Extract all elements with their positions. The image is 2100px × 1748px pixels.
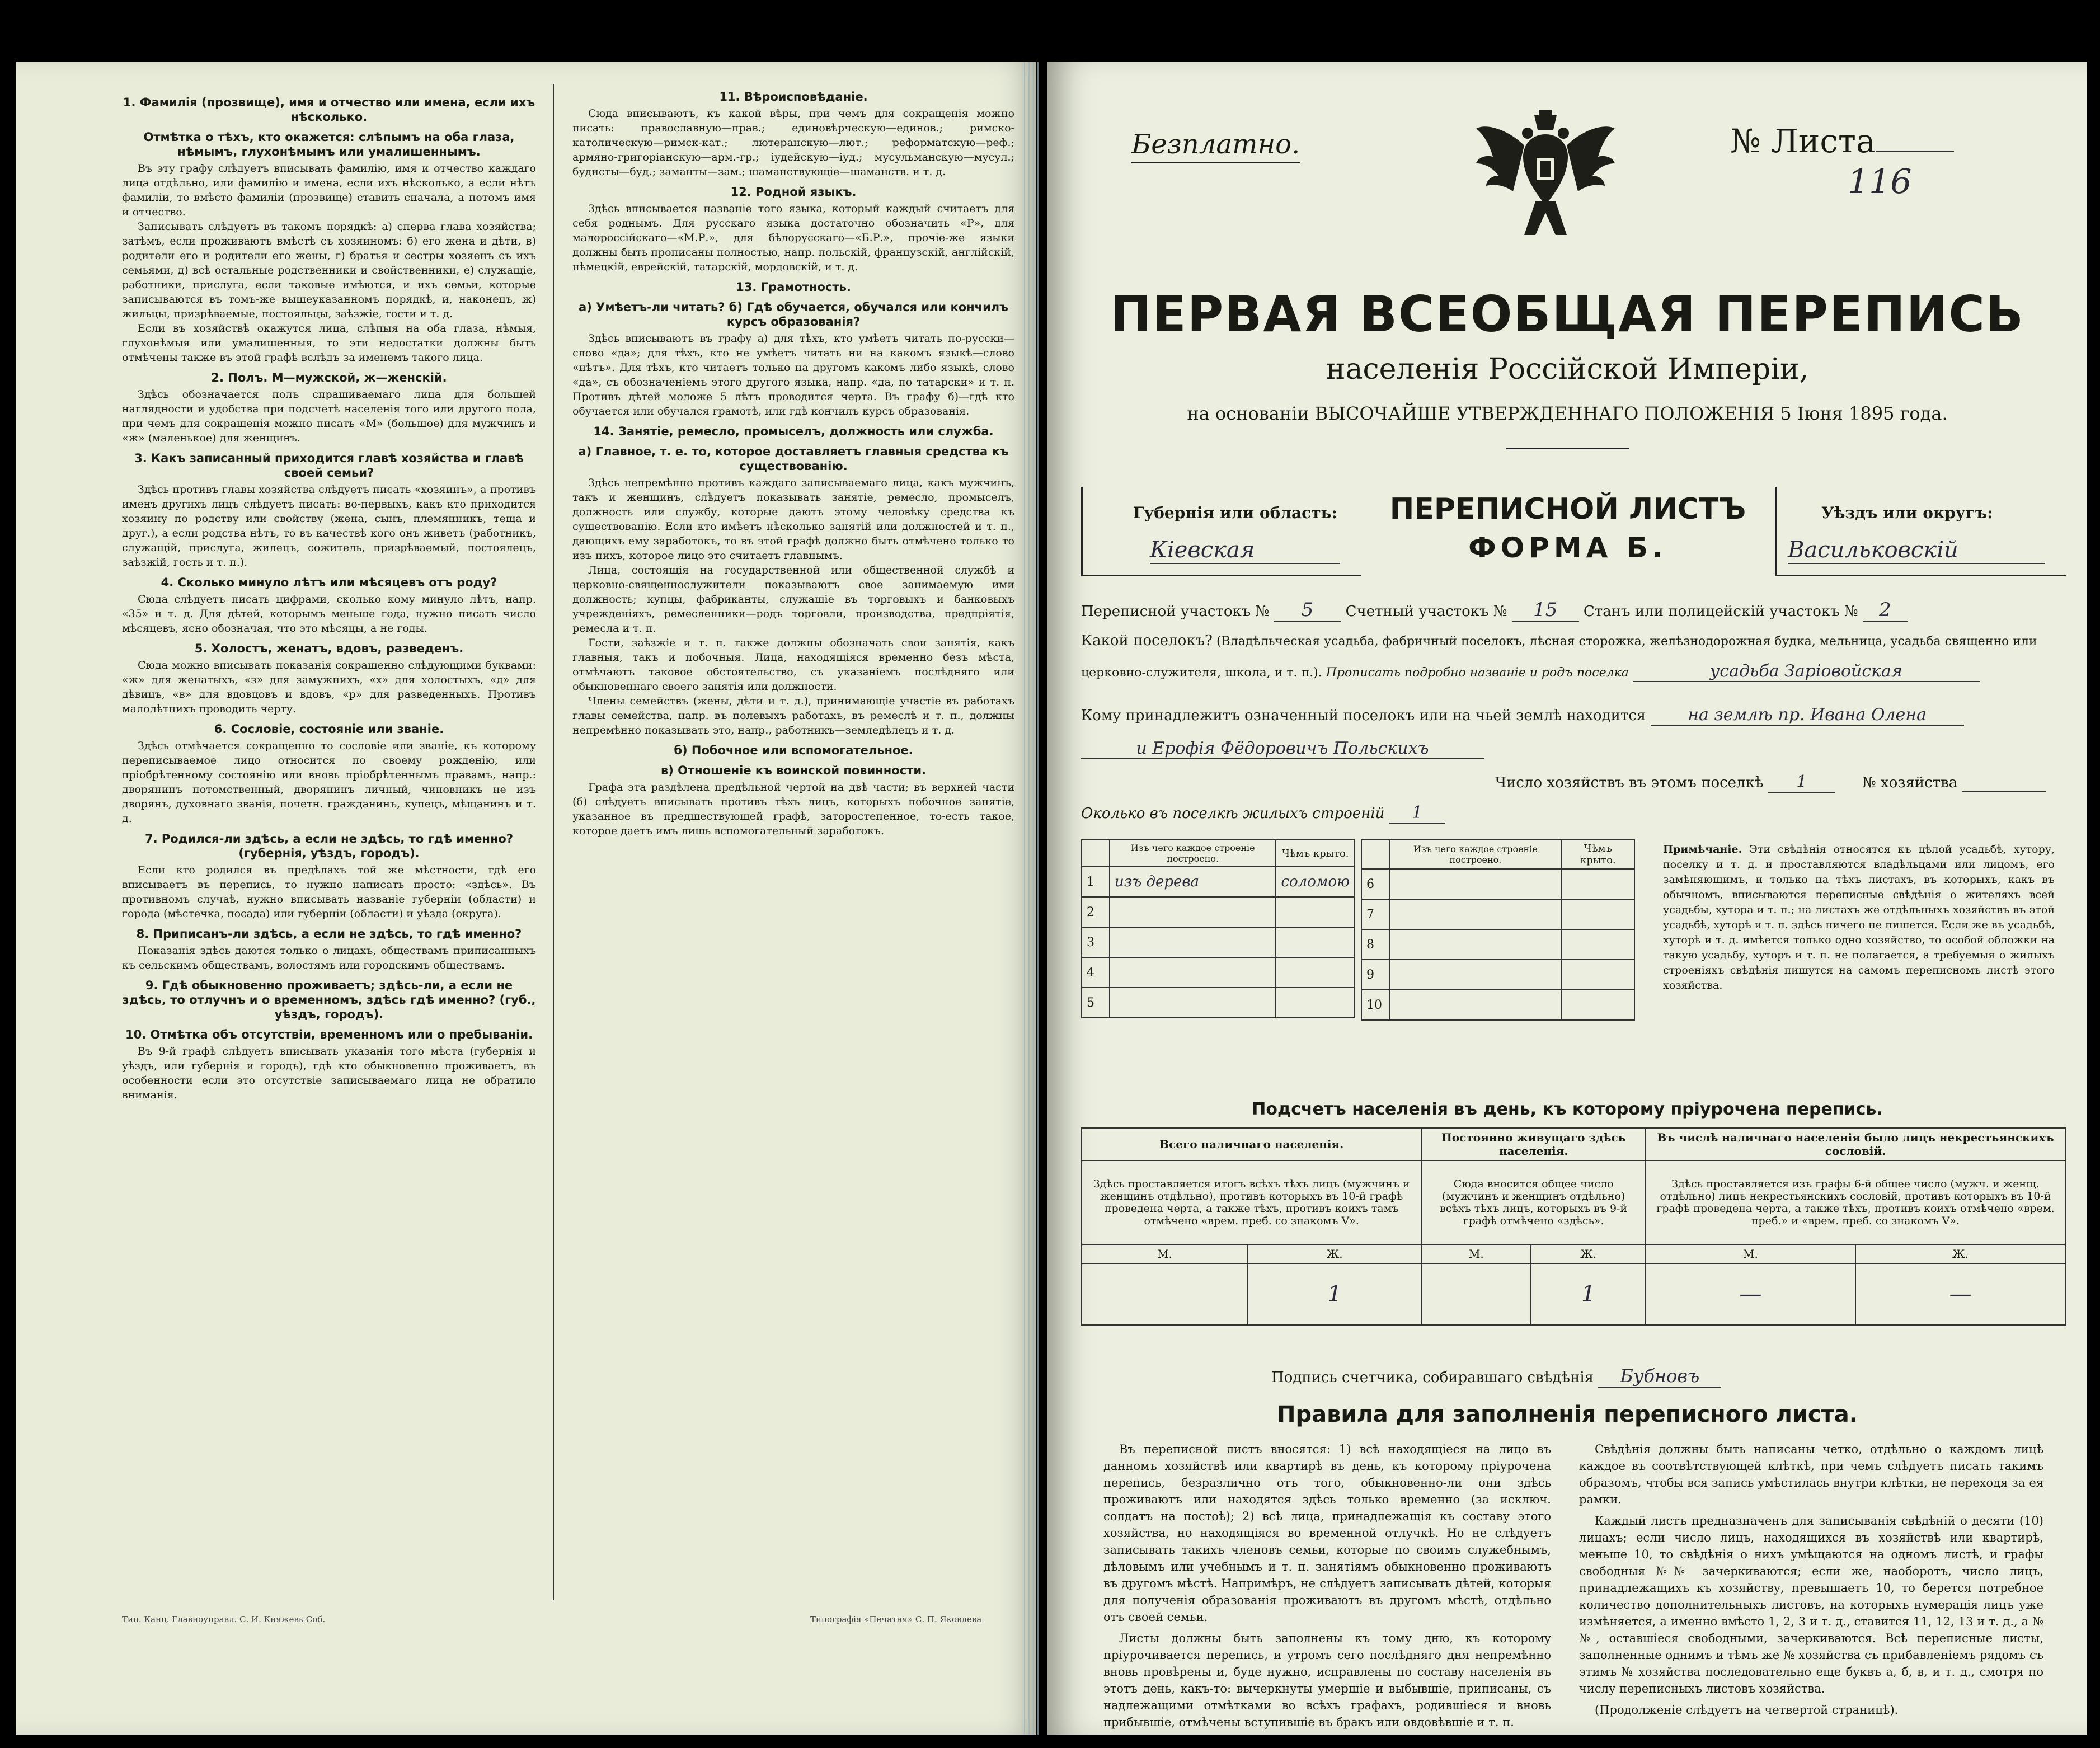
building-roof [1562,929,1634,960]
owner-line-2 [1081,739,2066,759]
instruction-heading: 12. Родной языкъ. [730,185,857,199]
building-material [1389,899,1562,929]
instruction-paragraph: Въ эту графу слѣдуетъ вписывать фамилію, имя и отчество каждаго лица отдѣльно, или фамилію и имена, если ихъ нѣсколько, а если нѣтъ фамиліи, то вмѣсто фамиліи (прозвище) ставить сначала, а потомъ имя и отчество. [122,162,536,218]
gubernia-box [1081,487,1361,576]
instruction-paragraph: Графа эта раздѣлена предѣльной чертой на двѣ части; въ верхней части (б) слѣдуетъ вписывать противъ тѣхъ лицъ, которыхъ побочное занятіе, указанное въ предшествующей графѣ, заторостепенное, то-есть такое, которое даетъ имъ лишь вспомогательный заработокъ. [572,781,1014,837]
instruction-heading: Отмѣтка о тѣхъ, кто окажется: слѣпымъ на оба глаза, нѣмымъ, глухонѣмымъ или умалишеннымъ. [143,130,515,158]
schetny-value: 15 [1512,599,1579,622]
households-value: 1 [1768,772,1835,793]
building-row-number: 8 [1361,929,1389,960]
ct-val-1 [1082,1263,1248,1325]
ct-desc-total: Здѣсь проставляется итогъ всѣхъ тѣхъ лицъ (мужчинъ и женщинъ отдѣльно), противъ которыхъ въ 10-й графѣ проведена черта, а также тѣхъ, противъ коихъ тамъ отмѣчено «врем. преб. со знакомъ V». [1082,1160,1421,1244]
building-row [1361,960,1634,990]
ct-zh-1: Ж. [1248,1244,1421,1263]
building-row-number: 5 [1082,988,1110,1018]
ct-val-6: — [1855,1263,2065,1325]
building-material [1389,929,1562,960]
instruction-paragraph: Записывать слѣдуетъ въ такомъ порядкѣ: а) сперва глава хозяйства; затѣмъ, если проживаютъ вмѣстѣ съ хозяиномъ: б) его жена и дѣти, в) родители его и родители его жены, г) братья и сестры хозяенъ съ ихъ семьями, д) всѣ остальные родственники и свойственники, е) служащіе, работники, прислуга, если таковые имѣются, и ихъ семьи, которые записываются въ томъ-же вышеуказанномъ порядкѣ, и, наконецъ, ж) жильцы, призрѣваемые, постояльцы, заѣзжіе, гости и т. д. [122,220,536,320]
instruction-paragraph: Здѣсь вписываютъ въ графу а) для тѣхъ, кто умѣетъ читать по-русски—слово «да»; для тѣхъ, кто не умѣетъ читать ни на какомъ языкѣ—слово «нѣтъ». Для тѣхъ, кто читаетъ только на другомъ какомъ либо языкѣ, слово «да», съ обозначеніемъ этого другого языка, напр. «да, по татарски» и т. п. Противъ дѣтей моложе 5 лѣтъ проводится черта. Въ графу б)—гдѣ кто обучается или обучался грамотѣ, или гдѣ кончилъ курсъ образованія. [572,332,1014,417]
ct-desc-permanent: Сюда вносится общее число (мужчинъ и женщинъ отдѣльно) всѣхъ тѣхъ лицъ, которыхъ въ 9-й графѣ отмѣчено «здѣсь». [1421,1160,1646,1244]
building-row [1082,957,1355,988]
ct-m-2: М. [1421,1244,1531,1263]
signature-value: Бубновъ [1598,1365,1721,1388]
note-title: Примѣчаніе. [1663,843,1742,856]
instruction-paragraph: Сюда слѣдуетъ писать цифрами, сколько кому минуло лѣтъ, напр. «35» и т. д. Для дѣтей, которымъ меньше года, нужно писать число мѣсяцевъ, ясно обозначая, что это мѣсяцы, а не годы. [122,593,536,635]
instruction-paragraph: Здѣсь противъ главы хозяйства слѣдуетъ писать «хозяинъ», а противъ именъ другихъ лицъ слѣдуетъ писать: во-первыхъ, какъ кто приходится хозяину по родству или свойству (жена, сынъ, племянникъ, теща и друг.), а если родства нѣтъ, то въ качествѣ кого онъ живетъ (работникъ, служащій, прислуга, жилецъ, сожитель, призрѣваемый, постоялецъ, заѣзжій, гость и т. п.). [122,483,536,568]
building-row-number: 7 [1361,899,1389,929]
ct-m-1: М. [1082,1244,1248,1263]
rules-title: Правила для заполненія переписного листа. [1277,1402,1858,1427]
form-title [1372,492,1764,564]
sheet-number-label: № Листа [1730,122,1954,160]
gubernia-label: Губернія или область: [1133,504,1337,522]
instruction-paragraph: Здѣсь непремѣнно противъ каждаго записываемаго лица, какъ мужчинъ, такъ и женщинъ, слѣдуетъ показывать занятіе, ремесло, промыселъ, должность или службу, которые даютъ этому человѣку средства къ существованію. Если кто имѣетъ нѣсколько занятій или должностей и т. п., дающихъ ему заработокъ, то въ этой графѣ должно быть отмѣчено только то изъ нихъ, которое лицо это считаетъ главнымъ. [572,477,1014,562]
rule-paragraph: Въ переписной листъ вносятся: 1) всѣ находящіеся на лицо въ данномъ хозяйствѣ или квартирѣ въ день, къ которому пріурочена перепись, безразлично отъ того, обыкновенно-ли они здѣсь проживаютъ или находятся здѣсь только временно (за исключ. солдатъ на постоѣ); 2) всѣ лица, принадлежащія къ составу этого хозяйства, но находящіяся во временной отлучкѣ. Но не слѣдуетъ записывать такихъ членовъ семьи, которые по своимъ служебнымъ, дѣловымъ или учебнымъ и т. п. занятіямъ обыкновенно проживаютъ въ другомъ мѣстѣ. Напримѣръ, не слѣдуетъ записывать дѣтей, которыя для полученія образованія проживаютъ въ другомъ мѣстѣ, отдѣльно отъ своей семьи. [1103,1442,1551,1624]
ct-desc-noncrest: Здѣсь проставляется изъ графы 6-й общее число (мужч. и женщ. отдѣльно) лицъ некрестьянскихъ сословій, противъ которыхъ въ 10-й графѣ проведена черта, а также тѣхъ, противъ коихъ отмѣчено «врем. преб.» и «врем. преб. со знакомъ V». [1646,1160,2065,1244]
census-subtitle: населенія Россійской Имперіи, [1326,353,1809,386]
instruction-heading: 14. Занятіе, ремесло, промыселъ, должность или служба. [593,425,994,438]
household-number-value [1962,774,2046,792]
ct-header-total: Всего наличнаго населенія. [1082,1128,1421,1160]
instruction-heading: 10. Отмѣтка объ отсутствіи, временномъ или о пребываніи. [125,1028,533,1041]
buildings-note [1663,842,2055,993]
ct-val-3 [1421,1263,1531,1325]
note-text: Эти свѣдѣнія относятся къ цѣлой усадьбѣ, хутору, поселку и т. д. и проставляются владѣльцами или лицомъ, его замѣняющимъ, и только на тѣхъ листахъ, въ которыхъ, какъ въ обычномъ, вписываются переписные свѣдѣнія о жителяхъ всей усадьбы, хутора и т. п.; на листахъ же отдѣльныхъ хозяйствъ въ этой усадьбѣ, хуторѣ и т. п. здѣсь ничего не пишется. Если же въ усадьбѣ, хуторѣ и т. д. имѣется только одно хозяйство, то особой обложки на такую усадьбу, хуторъ и т. п. не полагается, а требуемыя о жилыхъ строеніяхъ свѣдѣнія пишутся на самомъ переписномъ листѣ этого хозяйства. [1663,843,2055,992]
header-fields-row [1081,487,2066,576]
building-row [1361,929,1634,960]
building-row [1082,988,1355,1018]
instruction-heading: 13. Грамотность. [736,280,851,294]
instruction-heading: 4. Сколько минуло лѣтъ или мѣсяцевъ отъ роду? [161,576,497,589]
instruction-heading: 5. Холостъ, женатъ, вдовъ, разведенъ. [194,642,464,655]
instruction-paragraph: Здѣсь отмѣчается сокращенно то сословіе или званіе, къ которому переписываемое лицо относится по своему рожденію, или пріобрѣтенному состоянію или вновь пріобрѣтеннымъ правамъ, напр.: дворянинъ потомственный, дворянинъ личный, чиновникъ не изъ дворянъ, духовнаго званія, почетн. гражданинъ, купецъ, мѣщанинъ и т. д. [122,740,536,825]
instruction-heading: в) Отношеніе къ воинской повинности. [660,764,927,777]
uezd-box [1775,487,2066,576]
instruction-heading: 1. Фамилія (прозвище), имя и отчество или имена, если ихъ нѣсколько. [123,96,535,124]
sheet-number-value: 116 [1848,162,1912,201]
gubernia-value: Кіевская [1150,537,1340,564]
building-roof: соломою [1276,867,1355,897]
building-material [1110,897,1276,927]
buildings-value: 1 [1389,803,1445,824]
owner-value-1: на землѣ пр. Ивана Олена [1651,705,1964,726]
census-decree-line: на основаніи ВЫСОЧАЙШЕ УТВЕРЖДЕННАГО ПОЛОЖЕНІЯ 5 Іюня 1895 года. [1187,403,1948,424]
building-row [1361,869,1634,899]
buildings-line: Околько въ поселкѣ жилыхъ строеній 1 [1081,803,1445,824]
poselok-value: усадьба Заріовойская [1633,661,1980,682]
building-row-number: 3 [1082,927,1110,957]
form-title-line-2: ФОРМА Б. [1468,532,1667,564]
building-row [1082,927,1355,957]
population-count-table [1081,1127,2066,1326]
uezd-value: Васильковскій [1788,537,2045,564]
building-roof [1276,957,1355,988]
building-roof [1562,869,1634,899]
bt-header-roof: Чѣмъ крыто. [1276,840,1355,867]
building-roof [1276,988,1355,1018]
ct-m-3: М. [1646,1244,1855,1263]
uchastok-value: 5 [1274,599,1341,622]
instruction-paragraph: Если кто родился въ предѣлахъ той же мѣстности, гдѣ его вписываетъ въ перепись, то нужно написать просто: «здѣсь». Въ противномъ случаѣ, нужно вписывать названіе губерніи (области) и города (мѣстечка, посада) или губерніи (области) и уѣзда (округа). [122,864,536,920]
building-row [1361,990,1634,1020]
building-material [1389,869,1562,899]
instruction-heading: 6. Сословіе, состояніе или званіе. [214,722,444,736]
instruction-heading: а) Умѣетъ-ли читать? б) Гдѣ обучается, обучался или кончилъ курсъ образованія? [579,300,1008,328]
building-roof [1562,990,1634,1020]
rule-paragraph: (Продолженіе слѣдуетъ на четвертой страницѣ). [1595,1703,1899,1717]
title-rule [1506,448,1629,449]
instruction-paragraph: Въ 9-й графѣ слѣдуетъ вписывать указанія того мѣста (губернія и уѣздъ, или губернія и городъ), гдѣ кто обыкновенно проживаетъ, въ особенности если это отсутствіе записываемаго лица не обратило вниманія. [122,1045,536,1101]
instruction-heading: 11. Вѣроисповѣданіе. [719,90,868,104]
instruction-heading: 8. Приписанъ-ли здѣсь, а если не здѣсь, то гдѣ именно? [136,927,522,941]
ct-zh-3: Ж. [1855,1244,2065,1263]
instruction-paragraph: Члены семействъ (жены, дѣти и т. д.), принимающіе участіе въ работахъ главы семейства, напр. въ полевыхъ работахъ, въ ремеслѣ и т. п., должны непремѣнно показывать это, напр., работникъ—земледѣлецъ и т. д. [572,695,1014,736]
instruction-paragraph: Сюда можно вписывать показанія сокращенно слѣдующими буквами: «ж» для женатыхъ, «з» для замужнихъ, «х» для холостыхъ, «д» для дѣвицъ, «в» для вдовцовъ и вдовъ, «р» для разведенныхъ. Противъ малолѣтнихъ проводить черту. [122,659,536,715]
uchastok-line: Переписной участокъ № 5 Счетный участокъ № 15 Станъ или полицейскій участокъ № 2 [1081,599,2066,622]
poselok-line-2: церковно-служителя, школа, и т. п.). Прописать подробно названіе и родъ поселка усадьба Заріовойская [1081,661,2066,682]
ct-val-5: — [1646,1263,1855,1325]
rule-paragraph: Листы должны быть заполнены къ тому дню, къ которому пріурочивается перепись, и утромъ сего послѣдняго дня непремѣнно вновь провѣрены и, буде нужно, исправлены по составу населенія въ этотъ день, какъ-то: вычеркнуты умершіе и выбывшіе, приписаны, съ надлежащими отмѣтками во всѣхъ графахъ, родившіеся и вновь прибывшіе, отмѣчены вступившіе въ бракъ или овдовѣвшіе и т. п. [1103,1632,1551,1729]
bt-header-material: Изъ чего каждое строеніе построено. [1110,840,1276,867]
imperial-eagle-emblem-icon [1473,106,1618,257]
uezd-label: Уѣздъ или округъ: [1821,504,1993,522]
stan-value: 2 [1863,599,1908,622]
building-row-number: 4 [1082,957,1110,988]
building-row-number: 1 [1082,867,1110,897]
rules-column-2 [1579,1441,2043,1723]
building-material [1389,960,1562,990]
building-material [1110,988,1276,1018]
instruction-heading: а) Главное, т. е. то, которое доставляетъ главныя средства къ существованію. [578,445,1009,473]
instructions-column-1 [122,90,536,1102]
left-footer-2: Типографія «Печатня» С. П. Яковлева [810,1614,982,1624]
building-row [1361,899,1634,929]
instruction-paragraph: Лица, состоящія на государственной или общественной службѣ и церковно-священнослужители показываютъ свое занимаемую ими должность; купцы, фабриканты, служащіе въ торговыхъ и банковыхъ учрежденіяхъ, ремесленники—родъ торговли, производства, предпріятія, ремесла и т. п. [572,564,1014,635]
population-count-title: Подсчетъ населенія въ день, къ которому пріурочена перепись. [1252,1099,1883,1119]
building-row-number: 9 [1361,960,1389,990]
left-footer-1: Тип. Канц. Главноуправл. С. И. Княжевь Соб. [122,1614,326,1624]
census-title: ПЕРВАЯ ВСЕОБЩАЯ ПЕРЕПИСЬ [1110,285,2024,343]
left-page [16,62,1036,1735]
instruction-heading: 3. Какъ записанный приходится главѣ хозяйства и главѣ своей семьи? [134,452,524,480]
form-title-line-1: ПЕРЕПИСНОЙ ЛИСТЪ [1389,492,1746,526]
ct-val-4: 1 [1531,1263,1646,1325]
building-material [1110,957,1276,988]
instruction-paragraph: Здѣсь обозначается полъ спрашиваемаго лица для большей наглядности и удобства при подсчетѣ населенія того или другого пола, при чемъ для сокращенія можно писать «М» (большое) для мужчинъ и «ж» (маленькое) для женщинъ. [122,388,536,444]
instruction-heading: 2. Полъ. М—мужской, ж—женскій. [211,371,447,384]
building-row [1082,897,1355,927]
owner-line: Кому принадлежитъ означенный поселокъ или на чьей землѣ находится на землѣ пр. Ивана Олена [1081,705,2066,726]
building-material [1110,927,1276,957]
building-roof [1276,927,1355,957]
rules-column-1 [1103,1441,1551,1735]
instruction-heading: 9. Гдѣ обыкновенно проживаетъ; здѣсь-ли, а если не здѣсь, то отлучнъ и о временномъ, здѣсь гдѣ именно? (губ., уѣздъ, городъ). [122,979,536,1021]
owner-value-2: и Ерофія Фёдоровичъ Польскихъ [1081,739,1484,759]
bt-header-material-2: Изъ чего каждое строеніе построено. [1389,840,1562,869]
instruction-paragraph: Сюда вписываютъ, къ какой вѣры, при чемъ для сокращенія можно писать: православную—прав.; единовѣрческую—единов.; римско-католическую—римск-кат.; лютеранскую—лют.; реформатскую—реф.; армяно-григоріанскую—арм.-гр.; іудейскую—іуд.; мусульманскую—мусул.; будисты—буд.; заманты—зам.; шаманствующіе—шаманств. и т. д. [572,107,1014,178]
building-material: изъ дерева [1110,867,1276,897]
right-page [1047,62,2087,1735]
instruction-paragraph: Если въ хозяйствѣ окажутся лица, слѣпыя на оба глаза, нѣмыя, глухонѣмыя или умалишенныя, то эти недостатки должны быть отмѣчены также въ этой графѣ вслѣдъ за именемъ такого лица. [122,322,536,364]
instruction-paragraph: Гости, заѣзжіе и т. п. также должны обозначать свои занятія, какъ главныя, такъ и побочныя. Лица, находящіяся временно безъ мѣста, отмѣчаютъ таковое обстоятельство, съ указаніемъ послѣдняго или обыкновеннаго своего занятія или должности. [572,637,1014,693]
signature-line: Подпись счетчика, собиравшаго свѣдѣнія Бубновъ [1271,1365,1721,1388]
instruction-paragraph: Показанія здѣсь даются только о лицахъ, обществамъ приписанныхъ къ сельскимъ обществамъ, волостямъ или городскимъ обществамъ. [122,945,536,971]
binding-spine [1024,62,1041,1735]
ct-header-noncrest: Въ числѣ наличнаго населенія было лицъ некрестьянскихъ сословій. [1646,1128,2065,1160]
poselok-line: Какой поселокъ? (Владѣльческая усадьба, фабричный поселокъ, лѣсная сторожка, желѣзнодорожная будка, мельница, усадьба священно или [1081,632,2037,649]
households-line: Число хозяйствъ въ этомъ поселкѣ 1 № хозяйства [1495,772,2066,793]
bt-header-roof-2: Чѣмъ крыто. [1562,840,1634,869]
building-roof [1562,899,1634,929]
column-divider [553,84,554,1600]
instruction-paragraph: Здѣсь вписывается названіе того языка, который каждый считаетъ для себя роднымъ. Для русскаго языка достаточно обозначить «Р», для малороссійскаго—«М.Р.», для бѣлорусскаго—«Б.Р.», прочіе-же языки должны быть прописаны полностью, напр. польскій, французскій, англійскій, нѣмецкій, еврейскій, татарскій, мордовскій, и т. д. [572,203,1014,273]
rule-paragraph: Каждый листъ предназначенъ для записыванія свѣдѣній о десяти (10) лицахъ; если число лицъ, находящихся въ хозяйствѣ или квартирѣ, меньше 10, то свѣдѣнія о нихъ умѣщаются на одномъ листѣ, и графы свободныя №№ зачеркиваются; если же, наоборотъ, число лицъ, принадлежащихъ къ хозяйству, превышаетъ 10, то берется потребное количество дополнительныхъ листовъ, на которыхъ нумерація лицъ уже измѣняется, а именно вмѣсто 1, 2, 3 и т. д., ставится 11, 12, 13 и т. д., а №№, оставшіеся свободными, зачеркиваются. Всѣ переписные листы, заполненные однимъ и тѣмъ же № хозяйства съ прибавленіемъ рядомъ съ этимъ № хозяйства последовательно еще буквъ а, б, в, и т. д., смотря по числу переписныхъ листовъ хозяйства. [1579,1514,2043,1695]
building-roof [1276,897,1355,927]
ct-val-2: 1 [1248,1263,1421,1325]
building-row-number: 2 [1082,897,1110,927]
instruction-heading: 7. Родился-ли здѣсь, а если не здѣсь, то гдѣ именно? (губернія, уѣздъ, городъ). [144,832,514,860]
rule-paragraph: Свѣдѣнія должны быть написаны четко, отдѣльно о каждомъ лицѣ каждое въ соотвѣтствующей клѣткѣ, при чемъ слѣдуетъ писать такимъ образомъ, чтобы вся запись умѣстилась внутри клѣтки, не переходя за ея рамки. [1579,1442,2043,1506]
building-row [1082,867,1355,897]
buildings-table-right [1361,839,1635,1021]
free-label: Безплатно. [1131,129,1300,163]
buildings-table-left [1081,839,1355,1018]
instruction-heading: б) Побочное или вспомогательное. [674,744,913,757]
building-roof [1562,960,1634,990]
instructions-column-2 [572,84,1014,838]
building-row-number: 10 [1361,990,1389,1020]
ct-zh-2: Ж. [1531,1244,1646,1263]
building-row-number: 6 [1361,869,1389,899]
building-material [1389,990,1562,1020]
ct-header-permanent: Постоянно живущаго здѣсь населенія. [1421,1128,1646,1160]
